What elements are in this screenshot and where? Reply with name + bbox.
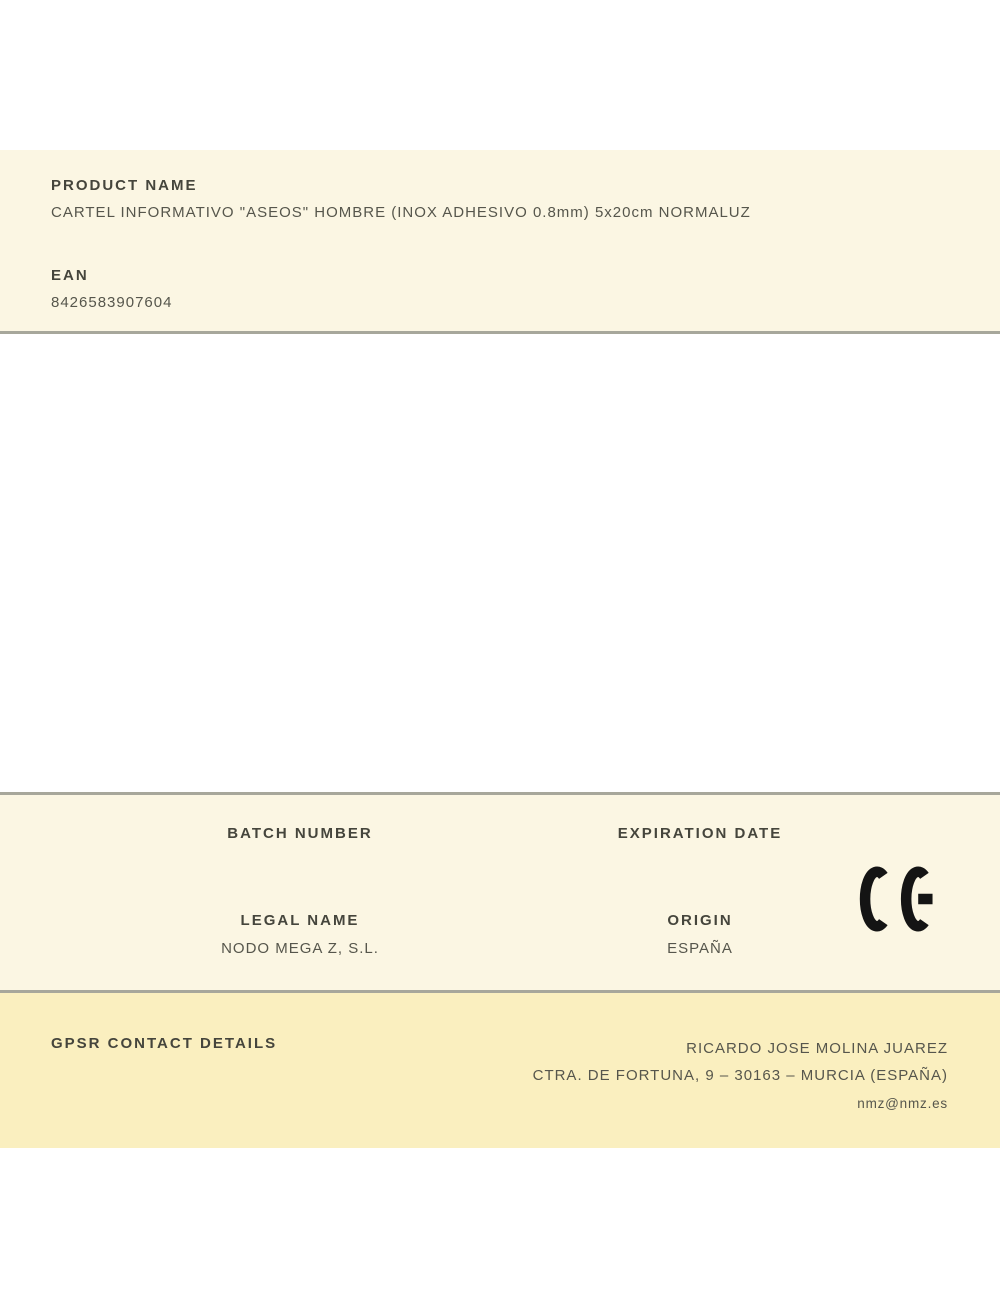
gpsr-contact-address: CTRA. DE FORTUNA, 9 – 30163 – MURCIA (ESPAÑA)	[532, 1067, 948, 1084]
ean-value: 8426583907604	[51, 294, 173, 311]
gpsr-contact-email: nmz@nmz.es	[857, 1096, 948, 1111]
gpsr-contact-block	[533, 1035, 948, 1115]
gpsr-contact-name: RICARDO JOSE MOLINA JUAREZ	[686, 1040, 948, 1057]
legal-name-block	[100, 912, 500, 957]
legal-name-label: LEGAL NAME	[240, 912, 360, 929]
batch-section	[0, 792, 1000, 993]
batch-column-left	[100, 825, 500, 957]
gpsr-title: GPSR CONTACT DETAILS	[51, 1035, 278, 1052]
product-section	[0, 150, 1000, 334]
product-name-value: CARTEL INFORMATIVO "ASEOS" HOMBRE (INOX ADHESIVO 0.8mm) 5x20cm NORMALUZ	[51, 204, 751, 221]
expiration-date-label: EXPIRATION DATE	[617, 825, 783, 842]
batch-column-right	[500, 825, 900, 957]
batch-number-label: BATCH NUMBER	[227, 825, 373, 842]
ean-label: EAN	[51, 267, 89, 284]
ce-marking-icon	[858, 865, 944, 933]
gpsr-section	[0, 993, 1000, 1148]
product-name-label: PRODUCT NAME	[51, 177, 198, 194]
batch-grid	[100, 825, 900, 957]
origin-block	[500, 912, 900, 957]
legal-name-value: NODO MEGA Z, S.L.	[221, 940, 379, 957]
origin-label: ORIGIN	[667, 912, 733, 929]
origin-value: ESPAÑA	[667, 940, 733, 957]
